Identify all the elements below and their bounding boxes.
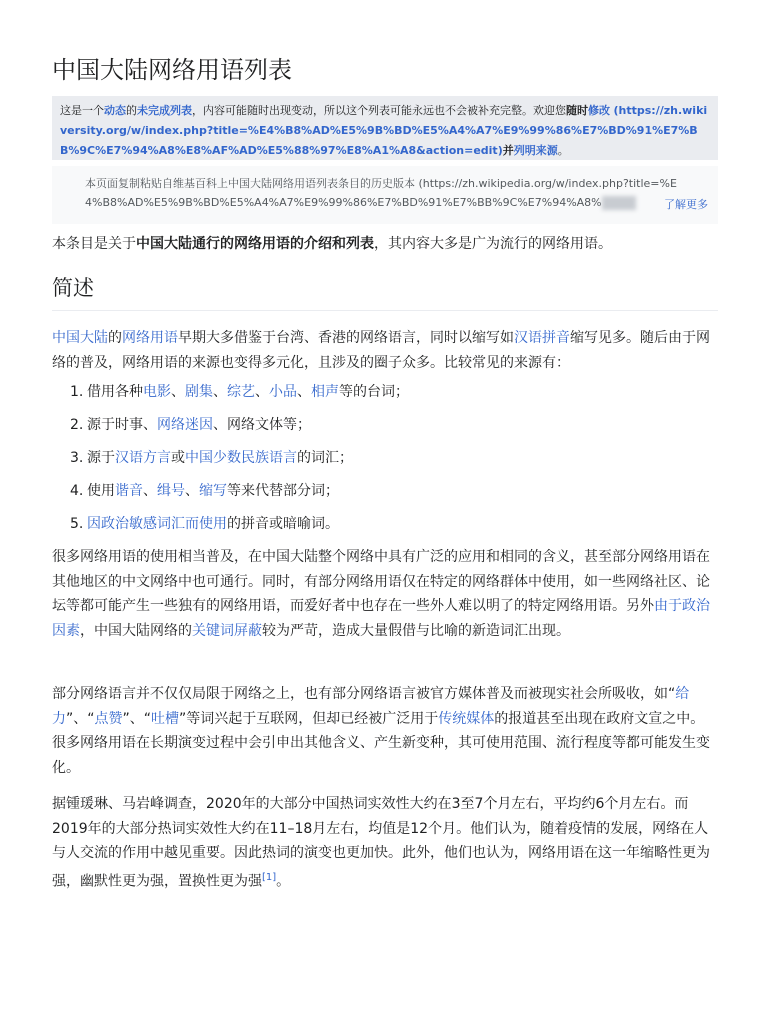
modify-link[interactable]: 修改 (588, 104, 610, 117)
reference-link[interactable]: [1] (262, 871, 277, 883)
section-heading: 简述 (52, 270, 718, 311)
edit-url-link[interactable]: (https://zh.wikiversity.org/w/index.php?title=%E4%B8%AD%E5%9B%BD%E5%A4%A7%E9%99%86%E7%BD%91%E7%BB%9C%E7%94%A8%E8%AF%AD%E5%88%97%E8%A1%A8&action=edit) (60, 104, 708, 157)
incomplete-list-link[interactable]: 未完成列表 (137, 104, 192, 117)
list-item: 1. 借用各种电影、剧集、综艺、小品、相声等的台词； (70, 384, 409, 400)
link-drama[interactable]: 剧集 (185, 384, 213, 400)
link-political-reasons[interactable]: 由于政治因素 (52, 598, 710, 639)
link-political-sensitive-words[interactable]: 因政治敏感词汇而使用 (87, 516, 227, 532)
page-title: 中国大陆网络用语列表 (52, 56, 292, 84)
link-keyword-blocking[interactable]: 关键词屏蔽 (192, 622, 262, 639)
cite-sources-link[interactable]: 列明来源 (513, 144, 558, 157)
link-traditional-media[interactable]: 传统媒体 (438, 710, 495, 727)
list-item: 2. 源于时事、网络迷因、网络文体等； (70, 417, 311, 433)
list-item: 3. 源于汉语方言或中国少数民族语言的词汇； (70, 450, 353, 466)
link-pinyin[interactable]: 汉语拼音 (514, 330, 570, 346)
link-movie[interactable]: 电影 (143, 384, 171, 400)
link-nickname[interactable]: 缉号 (157, 483, 185, 499)
link-crosstalk[interactable]: 相声 (311, 384, 339, 400)
copy-notice (52, 166, 718, 224)
link-sketch[interactable]: 小品 (269, 384, 297, 400)
learn-more-link[interactable]: 了解更多 (664, 198, 708, 211)
link-mainland-china[interactable]: 中国大陆 (52, 330, 108, 346)
link-homophone[interactable]: 谐音 (115, 483, 143, 499)
sources-list (52, 380, 710, 545)
link-abbreviation[interactable]: 缩写 (199, 483, 227, 499)
link-tucao[interactable]: 吐槽 (151, 710, 180, 727)
link-chinese-dialects[interactable]: 汉语方言 (115, 450, 171, 466)
link-geili[interactable]: 给力 (52, 686, 690, 727)
list-item: 4. 使用谐音、缉号、缩写等来代替部分词； (70, 483, 339, 499)
incomplete-list-notice: 这是一个动态的未完成列表，内容可能随时出现变动，所以这个列表可能永远也不会被补充完整。欢迎您随时修改 (https://zh.wikiversity.org/w/index.php?title=%E4%B8%AD%E5%9B%BD%E5%A4%A7%E9%99%86%E7%BD%91%E7%BB%9C%E7%94%A8%E8%AF%AD%E5%88%97%E8%A1%A8&action=edit)并列明来源。 (52, 96, 718, 160)
link-minority-languages[interactable]: 中国少数民族语言 (185, 450, 297, 466)
link-variety[interactable]: 综艺 (227, 384, 255, 400)
intro-paragraph: 本条目是关于中国大陆通行的网络用语的介绍和列表，其内容大多是广为流行的网络用语。 (52, 236, 612, 252)
paragraph-3: 部分网络语言并不仅仅局限于网络之上，也有部分网络语言被官方媒体普及而被现实社会所吸收，如“给力”、“点赞”、“吐槽”等词兴起于互联网，但却已经被广泛用于传统媒体的报道甚至出现在政府文宣之中。很多网络用语在长期演变过程中会引申出其他含义、产生新变种，其可使用范围、流行程度等都可能发生变化。 (52, 686, 710, 776)
link-dianzan[interactable]: 点赞 (94, 710, 123, 727)
dynamic-link[interactable]: 动态 (104, 104, 126, 117)
redacted-blur (602, 196, 636, 210)
paragraph-2: 很多网络用语的使用相当普及，在中国大陆整个网络中具有广泛的应用和相同的含义，甚至部分网络用语在其他地区的中文网络中也可通行。同时，有部分网络用语仅在特定的网络群体中使用，如一些网络社区、论坛等都可能产生一些独有的网络用语，而爱好者中也存在一些外人难以明了的特定网络用语。另外由于政治因素，中国大陆网络的关键词屏蔽较为严苛，造成大量假借与比喻的新造词汇出现。 (52, 549, 710, 639)
link-internet-meme[interactable]: 网络迷因 (157, 417, 213, 433)
list-item: 5. 因政治敏感词汇而使用的拼音或暗喻词。 (70, 516, 339, 532)
link-internet-slang[interactable]: 网络用语 (122, 330, 178, 346)
paragraph-4: 据锺瑗琳、马岩峰调查，2020年的大部分中国热词实效性大约在3至7个月左右，平均约6个月左右。而2019年的大部分热词实效性大约在11–18月左右，均值是12个月。他们认为，随着疫情的发展，网络在人与人交流的作用中越见重要。因此热词的演变也更加快。此外，他们也认为，网络用语在这一年缩略性更为强，幽默性更为强，置换性更为强[1]。 (52, 796, 710, 890)
copy-notice-text: 本页面复制粘贴自维基百科上中国大陆网络用语列表条目的历史版本 (https://zh.wikipedia.org/w/index.php?title=%E4%B8%AD%E5%9B%BD%E5%A4%A7%E9%99%86%E7%BD%91%E7%BB%9C%E7%94%A8% (85, 177, 677, 209)
paragraph-1: 中国大陆的网络用语早期大多借鉴于台湾、香港的网络语言，同时以缩写如汉语拼音缩写见多。随后由于网络的普及，网络用语的来源也变得多元化，且涉及的圈子众多。比较常见的来源有： (52, 330, 710, 371)
